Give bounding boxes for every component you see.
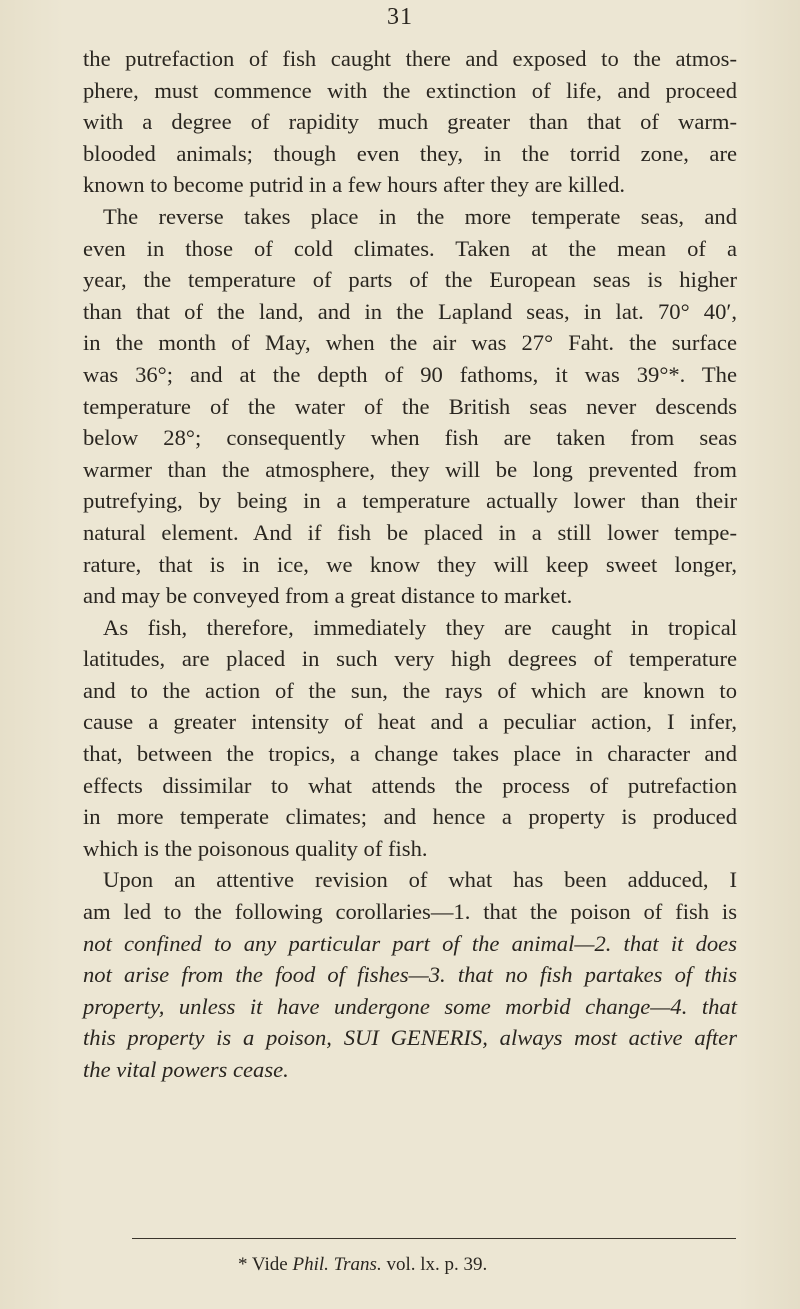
- footnote: [238, 1254, 487, 1276]
- text-line: than that of the land, and in the Lapland seas, in lat. 70° 40′,: [83, 298, 737, 324]
- text-line: with a degree of rapidity much greater than that of warm-: [83, 109, 737, 135]
- footnote-source: Phil. Trans.: [292, 1254, 382, 1275]
- text-line: blooded animals; though even they, in the torrid zone, are: [83, 140, 737, 166]
- text-line: temperature of the water of the British seas never descends: [83, 393, 737, 419]
- text-line: not arise from the food of fishes—3. that no fish partakes of this: [83, 962, 737, 988]
- text-line: that, between the tropics, a change takes place in character and: [83, 741, 737, 767]
- footnote-divider: [132, 1238, 736, 1239]
- text-line: property, unless it have undergone some morbid change—4. that: [83, 993, 737, 1019]
- text-line: which is the poisonous quality of fish.: [83, 835, 428, 861]
- text-line: phere, must commence with the extinction of life, and proceed: [83, 77, 737, 103]
- text-line: below 28°; consequently when fish are taken from seas: [83, 425, 737, 451]
- text-line: latitudes, are placed in such very high degrees of temperature: [83, 646, 737, 672]
- page-number: 31: [387, 4, 413, 30]
- text-line: natural element. And if fish be placed in a still lower tempe-: [83, 519, 737, 545]
- text-line: in the month of May, when the air was 27° Faht. the surface: [83, 330, 737, 356]
- footnote-prefix: Vide: [251, 1254, 288, 1275]
- text-line: The reverse takes place in the more temperate seas, and: [103, 203, 737, 229]
- text-line: and may be conveyed from a great distance to market.: [83, 583, 573, 609]
- text-line: putrefying, by being in a temperature actually lower than their: [83, 488, 737, 514]
- text-line: am led to the following corollaries—1. that the poison of fish is: [83, 899, 737, 925]
- text-line: warmer than the atmosphere, they will be long prevented from: [83, 456, 737, 482]
- text-line: even in those of cold climates. Taken at the mean of a: [83, 235, 737, 261]
- text-line: known to become putrid in a few hours after they are killed.: [83, 172, 626, 198]
- text-line: cause a greater intensity of heat and a peculiar action, I infer,: [83, 709, 737, 735]
- text-line: the putrefaction of fish caught there and exposed to the atmos-: [83, 46, 737, 71]
- text-line: this property is a poison, SUI GENERIS, always most active after: [83, 1025, 737, 1051]
- text-line: Upon an attentive revision of what has been adduced, I: [103, 867, 737, 893]
- text-line: rature, that is in ice, we know they will keep sweet longer,: [83, 551, 737, 577]
- text-line: year, the temperature of parts of the European seas is higher: [83, 267, 737, 293]
- text-line: was 36°; and at the depth of 90 fathoms, it was 39°*. The: [83, 361, 737, 387]
- text-line: the vital powers cease.: [83, 1057, 289, 1082]
- text-line: in more temperate climates; and hence a property is produced: [83, 804, 737, 830]
- text-line: effects dissimilar to what attends the process of putrefaction: [83, 772, 737, 798]
- text-line: and to the action of the sun, the rays of which are known to: [83, 677, 737, 703]
- footnote-marker: *: [238, 1254, 248, 1275]
- body-text: [83, 43, 737, 1086]
- text-line: As fish, therefore, immediately they are caught in tropical: [103, 614, 737, 640]
- text-line: not confined to any particular part of the animal—2. that it does: [83, 930, 737, 956]
- footnote-reference: vol. lx. p. 39.: [386, 1254, 488, 1275]
